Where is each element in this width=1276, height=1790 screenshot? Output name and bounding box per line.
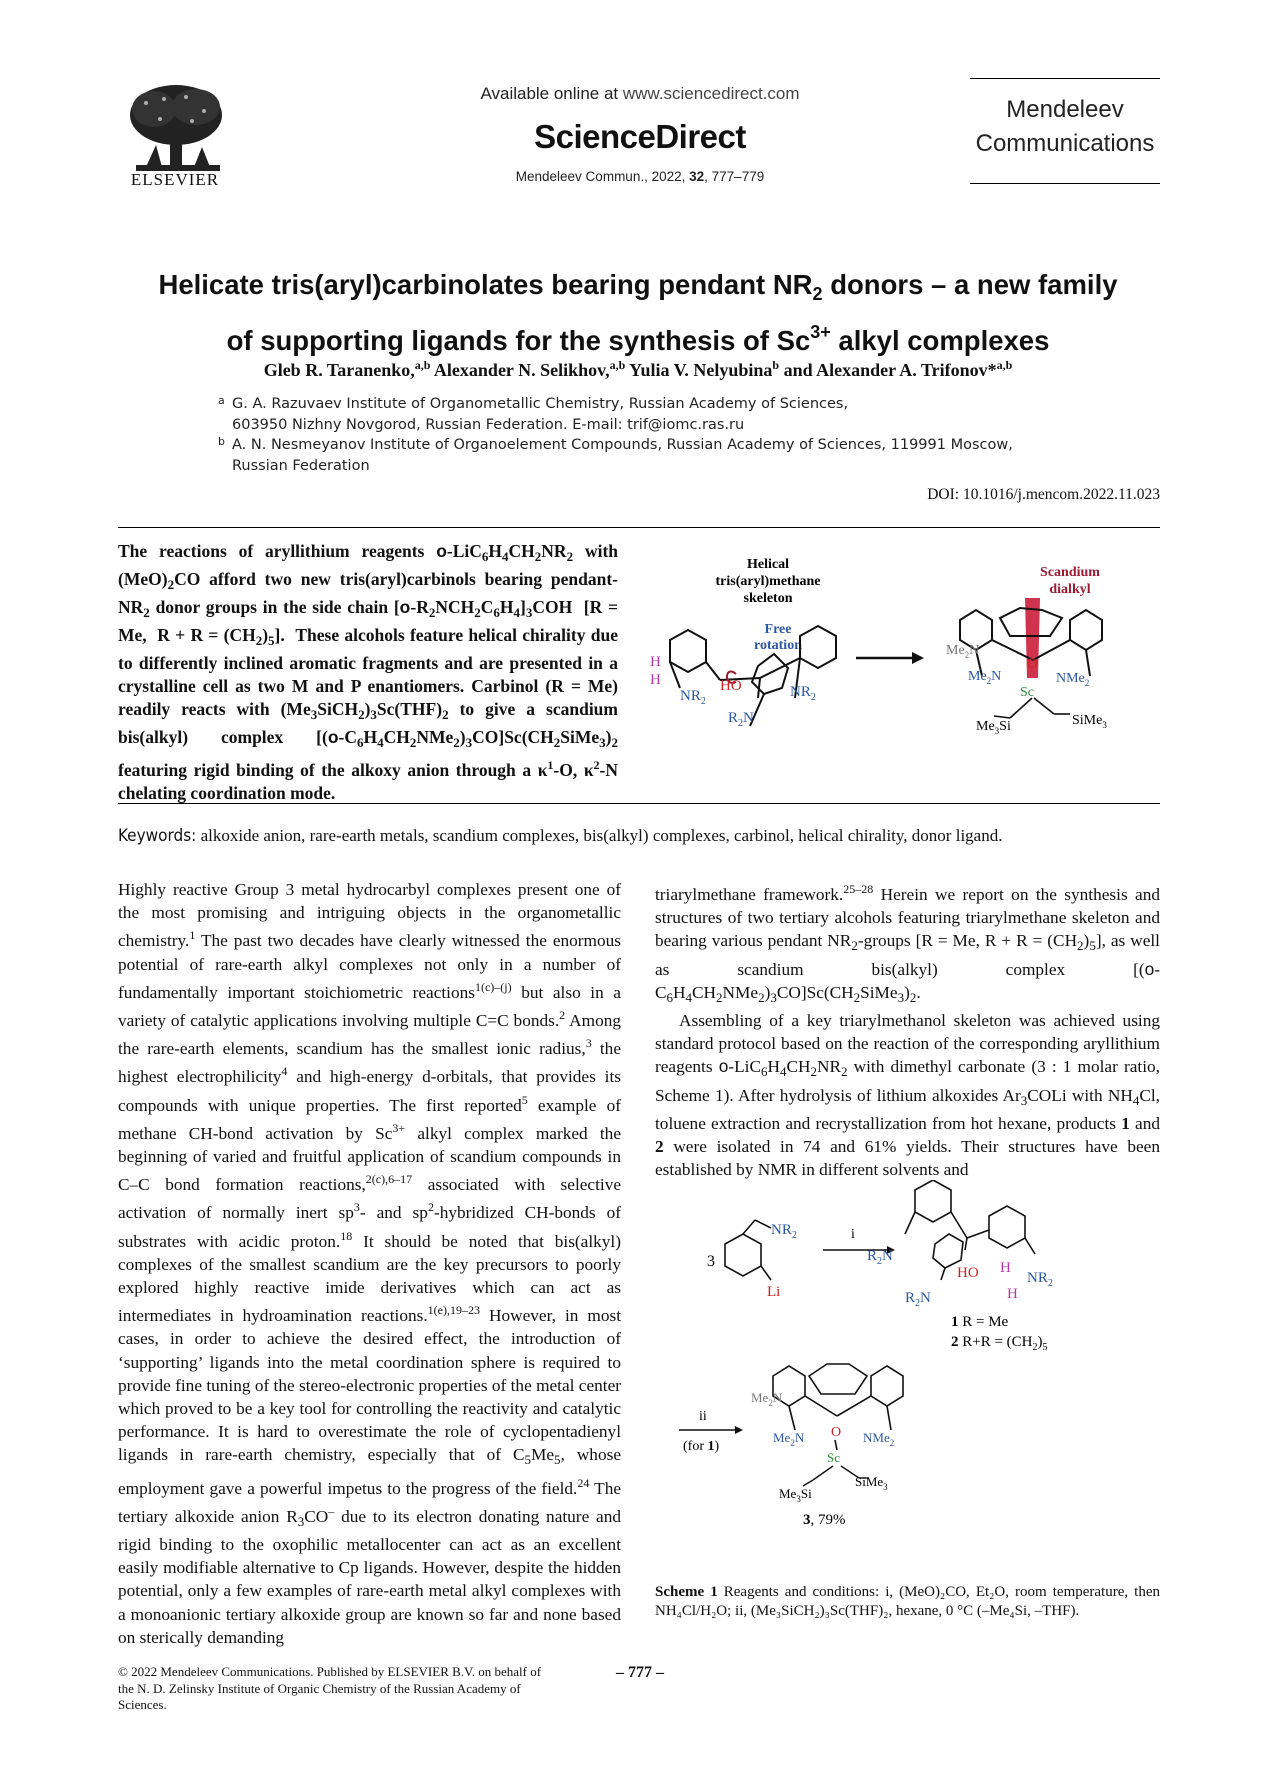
author-affiliation: b <box>772 358 780 372</box>
author-affiliation: a,b <box>414 358 431 372</box>
ga-sc-bonds <box>994 698 1070 718</box>
body-paragraph: Highly reactive Group 3 metal hydrocarbyl complexes present one of the most promising and intriguing objects in the organometallic chemistry.$^1$ The past two decades have clearly witnessed the enormous potential of rare-earth alkyl complexes not only in a number of fundamentally important stoichiometric reactions$^{1(c)-(j)}$ but also in a variety of catalytic applications involving multiple C=C bonds.$^2$ Among the rare-earth elements, scandium has the smallest ionic radius,$^3$ the highest electrophilicity$^4$ and high-energy d-orbitals, that provides its compounds with unique properties. The first reported$^5$ example of methane CH-bond activation by $Sc^{3+}$ alkyl complex marked the beginning of varied and fruitful application of scandium compounds in C–C bond formation reactions,$^{2(c),6-17}$ associated with selective activation of normally inert $sp^3-$ and $sp^2$-hybridized CH-bonds of substrates with acidic proton.$^{18}$ It should be noted that bis(alkyl) complexes of the smallest scandium are the key precursors to poorly explored highly reactive imide derivatives which can act as intermediates in hydroamination reactions.$^{1(e),19-23}$ However, in most cases, in order to achieve the desired effect, the introduction of ‘supporting’ ligands into the metal coordination sphere is required to provide fine tuning of the stereo-electronic properties of the metal center which proved to be a key tool for controlling the reactivity and catalytic performance. It is hard to overestimate the role of cyclopentadienyl ligands in rare-earth chemistry, especially that of $C_5Me_5$, whose employment gave a powerful impetus to the progress of the field.$^{24}$ The tertiary alkoxide anion $R_3CO^-$ due to its electron donating nature and rigid binding to the oxophilic metallocenter can act as an excellent easily modifiable alternative to Cp ligands. However, despite the hidden potential, only a few examples of rare-earth metal alkyl complexes with a monoanionic tertiary alkoxide group are known so far and none based on sterically demanding <box>118 880 622 1647</box>
abstract-rule-top <box>118 527 1160 528</box>
ga-atom-sc: Sc <box>1020 685 1034 700</box>
keywords-label: Keywords: <box>118 826 197 846</box>
ga-label-helical: skeleton <box>743 591 793 606</box>
keywords-text: alkoxide anion, rare-earth metals, scandium complexes, bis(alkyl) complexes, carbinol, helical chirality, donor ligand. <box>196 826 1003 845</box>
journal-name-line2: Communications <box>975 130 1155 157</box>
citation-prefix: Mendeleev Commun., 2022, <box>515 169 690 184</box>
affiliation-line: Russian Federation <box>232 457 370 474</box>
affiliation-line: G. A. Razuvaev Institute of Organometallic Chemistry, Russian Academy of Sciences, <box>232 396 849 412</box>
body-column-left <box>118 878 621 1649</box>
scheme-reactant <box>725 1220 771 1280</box>
sciencedirect-logo: ScienceDirect <box>534 118 746 155</box>
citation-volume: 32 <box>689 169 705 184</box>
scheme-step-i: i <box>851 1227 855 1242</box>
ga-label-scandium: dialkyl <box>1049 582 1091 597</box>
ga-atom-sime3: SiMe$_3$ <box>1072 713 1107 730</box>
scheme-for-1: (for 1) <box>683 1439 720 1454</box>
scheme-product-nr2: $NR_2$ <box>1027 1270 1053 1289</box>
title-part1: Helicate tris(aryl)carbinolates bearing pendant NR <box>158 269 813 300</box>
scheme-product-h: H <box>1000 1260 1011 1276</box>
affiliation-b <box>218 435 1118 476</box>
author-name: Yulia V. Nelyubina <box>625 360 773 380</box>
scheme-label-2: 2 $R+R = (CH_2)_5$ <box>951 1334 1048 1353</box>
author-list <box>110 358 1166 381</box>
title-subscript: 2 <box>812 284 823 304</box>
ga-atom-nr2: $NR_2$ <box>790 684 816 703</box>
scheme-caption-label: Scheme 1 <box>655 1584 718 1600</box>
ga-atom-nme2: NMe$_2$ <box>1056 671 1090 688</box>
author-name: and Alexander A. Trifonov* <box>779 360 997 380</box>
scheme-caption <box>655 1583 1160 1621</box>
ga-atom-nr2: $NR_2$ <box>680 688 706 707</box>
scheme-product-h: H <box>1007 1286 1018 1302</box>
title-line2-post: alkyl complexes <box>830 325 1050 356</box>
scheme-caption-text: Reagents and conditions: i, (MeO)₂CO, Et₂O, room temperature, then NH₄Cl/H₂O; ii, (Me₃SiCH₂)₃Sc(THF)₂, hexane, 0 °C (–Me₄Si, –THF). <box>655 1584 1160 1619</box>
scheme-label-3: 3, 79% <box>803 1512 846 1528</box>
scheme-arrowhead-ii <box>735 1426 743 1434</box>
available-online-prefix: Available online at <box>480 84 623 103</box>
abstract-text: The reactions of aryllithium reagents $o-LiC_6H_4CH_2NR_2$ with $(MeO)_2CO$ afford two new tris(aryl)carbinols bearing pendant-$NR_2$ donor groups in the side chain $[o-R_2NCH_2C_6H_4]_3COH$ [R = Me, $R + R = (CH_2)_5$]. These alcohols feature helical chirality due to differently inclined aromatic fragments and are presented in a crystalline cell as two M and P enantiomers. Carbinol (R = Me) readily reacts with $(Me_3SiCH_2)_3Sc(THF)_2$ to give a scandium bis(alkyl) complex $[(o-C_6H_4CH_2NMe_2)_3CO]Sc(CH_2SiMe_3)_2$ featuring rigid binding of the alkoxy anion through a $\kappa^1-O$, $\kappa^2-N$ chelating coordination mode. <box>118 541 619 803</box>
scheme-reactant-li: Li <box>767 1284 781 1300</box>
scheme-step-ii: ii <box>699 1409 707 1424</box>
title-line2-pre: of supporting ligands for the synthesis of Sc <box>226 325 811 356</box>
affiliation-label: a <box>218 394 225 407</box>
scheme-complex-sc: Sc <box>827 1450 840 1465</box>
affiliation-line: 603950 Nizhny Novgorod, Russian Federation. E-mail: trif@iomc.ras.ru <box>232 416 745 433</box>
affiliation-label: b <box>218 435 225 448</box>
ga-atom-me3si: $Me_3Si$ <box>976 719 1011 736</box>
author-name: Alexander N. Selikhov, <box>430 360 610 380</box>
doi[interactable]: DOI: 10.1016/j.mencom.2022.11.023 <box>927 486 1160 503</box>
scheme-complex-o: O <box>831 1425 842 1440</box>
ga-label-free-rotation: Free <box>764 622 792 637</box>
copyright: © 2022 Mendeleev Communications. Published by ELSEVIER B.V. on behalf of the N. D. Zelinsky Institute of Organic Chemistry of the Russian Academy of Sciences. <box>118 1664 542 1712</box>
ga-atom-me2n: $Me_2N$ <box>968 669 1002 686</box>
ga-atom-ho: HO <box>720 678 742 694</box>
scheme-product-ho: HO <box>957 1265 979 1281</box>
body-paragraph: Assembling of a key triarylmethanol skeleton was achieved using standard protocol based on the reaction of the corresponding aryllithium reagents $o-LiC_6H_4CH_2NR_2$ with dimethyl carbonate (3 : 1 molar ratio, Scheme 1). After hydrolysis of lithium alkoxides $Ar_3COLi$ with $NH_4Cl$, toluene extraction and recrystallization from hot hexane, products 1 and 2 were isolated in 74 and 61% yields. Their structures have been established by NMR in different solvents and <box>655 1011 1161 1180</box>
article-title <box>110 266 1166 360</box>
page-number: – 777 – <box>616 1664 664 1681</box>
title-part2: donors – a new family <box>822 269 1118 300</box>
ga-label-helical: Helical <box>747 557 789 572</box>
ga-arrowhead <box>912 652 924 664</box>
ga-atom-h: H <box>650 672 661 688</box>
available-online <box>400 84 880 104</box>
scheme-complex-me3si: $Me_3Si$ <box>779 1486 812 1504</box>
ga-atom-o: O <box>1027 656 1038 672</box>
journal-name <box>970 93 1160 161</box>
scheme-complex-nme2: NMe$_2$ <box>863 1430 895 1448</box>
affiliations <box>218 394 1118 476</box>
ga-atom-r2n: $R_2N$ <box>728 710 754 729</box>
graphical-abstract <box>650 548 1170 798</box>
scheme-complex-sime3: SiMe$_3$ <box>855 1474 888 1492</box>
affiliation-a <box>218 394 1118 435</box>
author-affiliation: a,b <box>996 358 1013 372</box>
ga-atom-h: H <box>650 654 661 670</box>
body-paragraph: triarylmethane framework.$^{25-28}$ Herein we report on the synthesis and structures of two tertiary alcohols featuring triarylmethane skeleton and bearing various pendant $NR_2$-groups [R = Me, $R + R = (CH_2)_5$], as well as scandium bis(alkyl) complex $[(o-C_6H_4CH_2NMe_2)_3CO]Sc(CH_2SiMe_3)_2$. <box>655 882 1160 1005</box>
journal-citation <box>400 169 880 184</box>
journal-name-line1: Mendeleev <box>1006 96 1124 123</box>
keywords <box>118 826 1178 846</box>
body-column-right <box>655 878 1160 1181</box>
ga-label-scandium: Scandium <box>1040 565 1100 580</box>
scheme-coefficient: 3 <box>707 1253 715 1270</box>
journal-name-box <box>970 78 1160 184</box>
scheme-complex-me2n: $Me_2N$ <box>751 1390 783 1408</box>
sciencedirect-link[interactable]: www.sciencedirect.com <box>622 84 800 103</box>
title-superscript: 3+ <box>810 322 831 342</box>
scheme-1 <box>655 1180 1160 1580</box>
author-name: Gleb R. Taranenko, <box>263 360 415 380</box>
scheme-reactant-nr2: $NR_2$ <box>771 1222 797 1241</box>
affiliation-line: A. N. Nesmeyanov Institute of Organoelement Compounds, Russian Academy of Sciences, 119991 Moscow, <box>232 437 1013 453</box>
scheme-complex-me2n: $Me_2N$ <box>773 1430 805 1448</box>
citation-pages: , 777–779 <box>704 169 765 184</box>
ga-label-helical: tris(aryl)methane <box>715 574 821 589</box>
author-affiliation: a,b <box>609 358 626 372</box>
publisher-caption: ELSEVIER <box>130 170 220 189</box>
scheme-product-r2n: $R_2N$ <box>867 1248 893 1267</box>
ga-label-free-rotation: rotation <box>754 638 802 653</box>
scheme-product-r2n: $R_2N$ <box>905 1290 931 1309</box>
ga-atom-me2n: $Me_2N$ <box>946 643 980 660</box>
abstract-rule-bottom <box>118 803 1160 804</box>
scheme-label-1: 1 R = Me <box>951 1314 1009 1330</box>
